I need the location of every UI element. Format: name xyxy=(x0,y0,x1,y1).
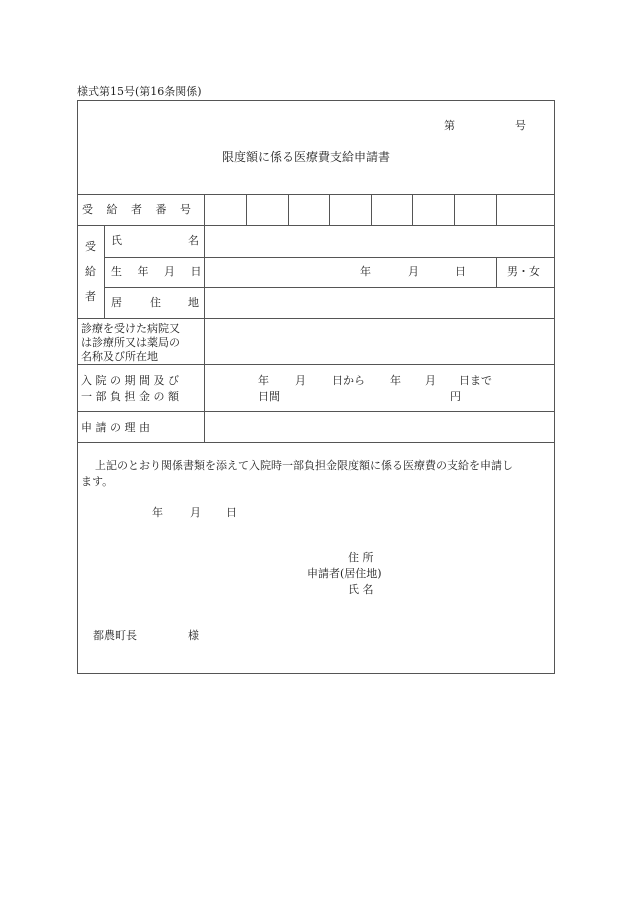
period-to-month: 月 xyxy=(425,374,436,387)
period-label-1: 入 院 の 期 間 及 び xyxy=(81,374,179,387)
period-from-year: 年 xyxy=(258,374,269,387)
name-input[interactable] xyxy=(205,226,554,256)
birth-month: 月 xyxy=(408,265,419,278)
recipient-side-char: 給 xyxy=(85,265,96,278)
name-label-2: 名 xyxy=(188,234,199,247)
header-dai: 第 xyxy=(444,119,455,132)
recipient-number-cell[interactable] xyxy=(412,195,454,225)
recipient-side-char: 受 xyxy=(85,240,96,253)
period-from-day: 日から xyxy=(332,374,365,387)
period-to-year: 年 xyxy=(390,374,401,387)
recipient-number-cell[interactable] xyxy=(496,195,538,225)
statement-line-2: ます。 xyxy=(81,475,114,488)
address-label-3: 地 xyxy=(188,296,199,309)
name-label-1: 氏 xyxy=(111,234,122,247)
birth-year: 年 xyxy=(360,265,371,278)
date-year: 年 xyxy=(152,506,163,519)
hospital-label-3: 名称及び所在地 xyxy=(81,350,158,363)
period-yen: 円 xyxy=(450,390,461,403)
period-days: 日間 xyxy=(258,390,280,403)
birth-day: 日 xyxy=(455,265,466,278)
applicant-address-label: 住 所 xyxy=(348,551,374,564)
form-title: 限度額に係る医療費支給申請書 xyxy=(222,150,391,164)
hospital-label-2: は診療所又は薬局の xyxy=(81,336,180,349)
address-label-2: 住 xyxy=(150,296,161,309)
period-label-2: 一 部 負 担 金 の 額 xyxy=(81,390,179,403)
form-frame xyxy=(77,100,555,674)
divider-line xyxy=(77,442,555,443)
recipient-number-label: 受 給 者 番 号 xyxy=(82,203,196,216)
divider-line xyxy=(104,287,555,288)
address-label-1: 居 xyxy=(111,296,122,309)
header-gou: 号 xyxy=(515,119,526,132)
date-day: 日 xyxy=(226,506,237,519)
recipient-side-char: 者 xyxy=(85,290,96,303)
divider-line xyxy=(496,257,497,287)
divider-line xyxy=(77,318,555,319)
divider-line xyxy=(104,257,555,258)
recipient-number-cell[interactable] xyxy=(246,195,288,225)
reason-input[interactable] xyxy=(205,412,554,441)
hospital-label-1: 診療を受けた病院又 xyxy=(81,322,180,335)
recipient-number-cell[interactable] xyxy=(288,195,330,225)
recipient-number-cell[interactable] xyxy=(205,195,246,225)
statement-line-1: 上記のとおり関係書類を添えて入院時一部負担金限度額に係る医療費の支給を申請し xyxy=(95,459,513,472)
birth-label: 生 年 月 日 xyxy=(111,265,208,278)
recipient-number-cell[interactable] xyxy=(371,195,413,225)
addressee-sama: 様 xyxy=(188,629,199,642)
applicant-name-label: 氏 名 xyxy=(348,583,374,596)
period-to-day: 日まで xyxy=(459,374,492,387)
recipient-number-cell[interactable] xyxy=(329,195,371,225)
date-month: 月 xyxy=(190,506,201,519)
applicant-label: 申請者(居住地) xyxy=(307,567,382,580)
addressee-mayor: 都農町長 xyxy=(93,629,137,642)
recipient-number-cell[interactable] xyxy=(454,195,496,225)
divider-line xyxy=(104,225,105,318)
form-number: 様式第15号(第16条関係) xyxy=(77,85,202,98)
reason-label: 申 請 の 理 由 xyxy=(81,421,150,434)
divider-line xyxy=(77,364,555,365)
gender-select[interactable]: 男・女 xyxy=(507,265,540,278)
period-from-month: 月 xyxy=(295,374,306,387)
